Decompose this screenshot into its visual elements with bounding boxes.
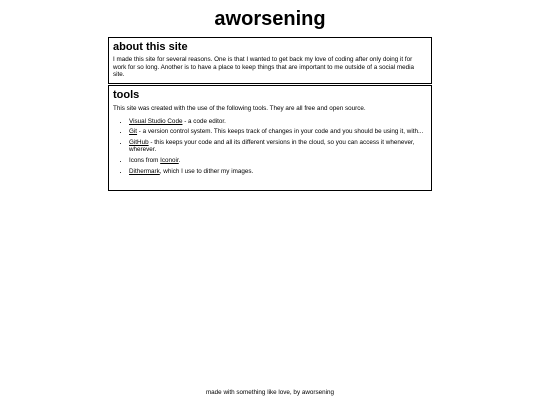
git-link[interactable]: Git — [129, 128, 138, 136]
tool-list — [113, 118, 427, 176]
about-section — [108, 37, 432, 84]
tool-description: , which I use to dither my images. — [159, 167, 254, 175]
tool-description: . — [178, 156, 181, 164]
vscode-link[interactable]: Visual Studio Code — [129, 117, 183, 125]
about-heading: about this site — [113, 41, 188, 53]
tool-description: - this keeps your code and all its different versions in the cloud, so you can access it whenever, wherever. — [129, 138, 415, 154]
tool-description: - a version control system. This keeps track of changes in your code and you should be using it, with... — [137, 128, 424, 136]
tool-item-vscode — [129, 118, 427, 126]
tool-item-dithermark — [129, 168, 427, 176]
tools-intro: This site was created with the use of the following tools. They are all free and open source. — [113, 105, 366, 112]
tool-item-github — [129, 139, 427, 154]
tool-item-iconoir — [129, 157, 427, 165]
site-title: aworsening — [214, 8, 326, 30]
dithermark-link[interactable]: Dithermark — [129, 167, 160, 175]
github-link[interactable]: GitHub — [129, 138, 149, 146]
iconoir-link[interactable]: Iconoir — [160, 156, 179, 164]
footer-credit: made with something like love, by aworsening — [205, 389, 335, 396]
about-text: I made this site for several reasons. One is that I wanted to get back my love of coding after only doing it for work for so long. Another is to have a place to keep things that are important to me outside of a social media site. — [113, 56, 415, 79]
tool-item-git — [129, 128, 427, 136]
tool-description: - a code editor. — [182, 117, 226, 125]
tools-heading: tools — [113, 89, 140, 101]
tool-prefix: Icons from — [129, 156, 161, 164]
tools-section — [108, 85, 432, 191]
